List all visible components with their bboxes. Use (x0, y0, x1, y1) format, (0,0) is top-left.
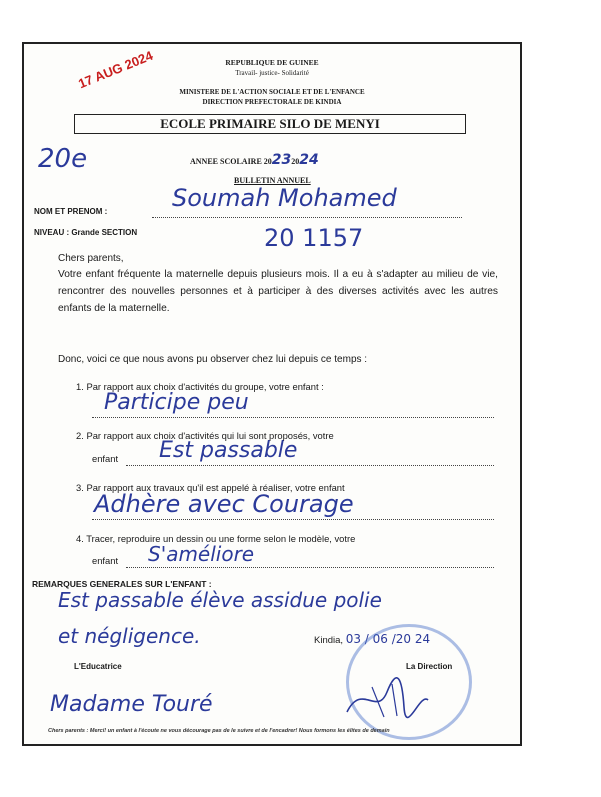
name-label: NOM ET PRENOM : (34, 207, 108, 216)
item-3-number: 3. (76, 482, 84, 493)
item-4-text: Tracer, reproduire un dessin ou une forme selon le modèle, votre (86, 533, 356, 544)
director-signature (342, 672, 432, 722)
intro-paragraph: Votre enfant fréquente la maternelle depuis plusieurs mois. Il a eu à s'adapter au milieu de vie, rencontrer des nouvelles personnes et à participer à des diverses activités avec les autres enfants de la maternelle. (58, 269, 498, 314)
educator-label: L'Educatrice (74, 662, 122, 671)
school-year-label: ANNEE SCOLAIRE 20 (190, 157, 272, 166)
educator-signature-name: Madame Touré (50, 692, 213, 717)
school-year-start: 23 (271, 152, 292, 168)
bulletin-sheet (22, 42, 522, 746)
item-1-number: 1. (76, 381, 84, 392)
item-2-number: 2. (76, 430, 84, 441)
school-year-end: 24 (299, 152, 319, 168)
item-1-text: Par rapport aux choix d'activités du groupe, votre enfant : (86, 381, 324, 392)
name-line (152, 216, 462, 218)
item-4-prefix: enfant (92, 555, 119, 566)
item-3-line (92, 518, 494, 520)
greeting: Chers parents, (58, 253, 124, 264)
item-3-answer: Adhère avec Courage (94, 490, 354, 518)
student-name: Soumah Mohamed (172, 184, 397, 212)
ministry-heading: MINISTERE DE L'ACTION SOCIALE ET DE L'ENFANCE (179, 88, 365, 96)
class-rank: 20e (38, 144, 88, 174)
date-stamp: 17 AUG 2024 (76, 47, 155, 92)
footer-note: Chers parents : Merci! un enfant à l'écoute ne vous décourage pas de le suivre et de l'encadrer! Nous formons les élites de demain (48, 728, 390, 734)
item-3-text: Par rapport aux travaux qu'il est appelé à réaliser, votre enfant (86, 482, 345, 493)
item-4-number: 4. (76, 533, 84, 544)
direction-label: La Direction (406, 662, 453, 671)
national-motto: Travail- justice- Solidarité (235, 69, 309, 77)
item-1-line (92, 416, 494, 418)
direction-heading: DIRECTION PREFECTORALE DE KINDIA (202, 98, 342, 106)
student-id-number: 20 1157 (264, 224, 364, 252)
issue-date: 03 / 06 /20 24 (345, 632, 431, 646)
school-name-box: ECOLE PRIMAIRE SILO DE MENYI (74, 114, 466, 134)
school-year (190, 152, 319, 168)
item-1-answer: Participe peu (104, 390, 249, 415)
place-city: Kindia, (314, 635, 344, 646)
item-2-answer: Est passable (159, 438, 298, 463)
item-2-text: Par rapport aux choix d'activités qui lui sont proposés, votre (86, 430, 334, 441)
level-label: NIVEAU : Grande SECTION (34, 228, 138, 237)
remarks-line-2: et négligence. (58, 624, 201, 648)
republic-heading: REPUBLIQUE DE GUINEE (225, 58, 319, 67)
remarks-label: REMARQUES GENERALES SUR L'ENFANT : (32, 579, 212, 589)
observation-intro: Donc, voici ce que nous avons pu observer chez lui depuis ce temps : (58, 354, 368, 365)
item-4-answer: S'améliore (148, 542, 255, 566)
bulletin-title: BULLETIN ANNUEL (234, 176, 311, 185)
item-2-prefix: enfant (92, 453, 119, 464)
remarks-line-1: Est passable élève assidue polie (58, 588, 382, 612)
item-2-line (126, 464, 494, 466)
school-year-sep: 20 (291, 157, 300, 166)
item-4-line (126, 566, 494, 568)
